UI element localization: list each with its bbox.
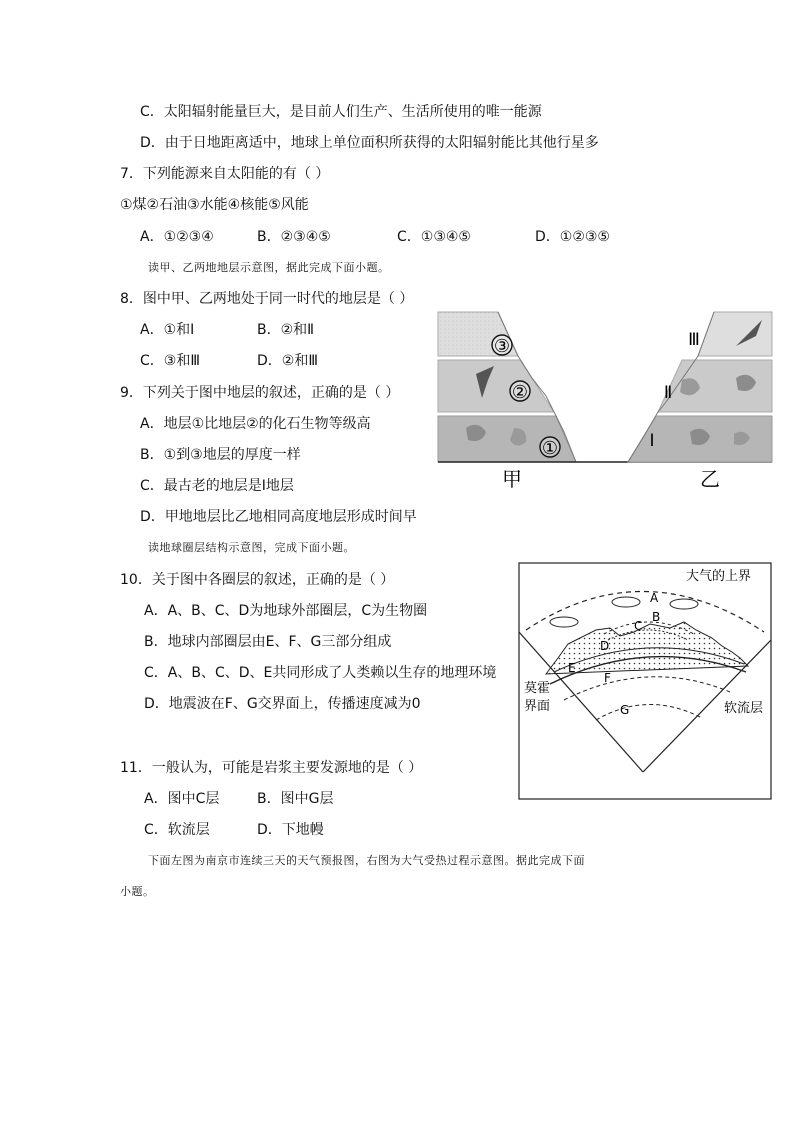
q8-stem: 8．图中甲、乙两地处于同一时代的地层是（ ）	[120, 291, 414, 307]
q11-option-a: A．图中C层	[144, 791, 220, 807]
earth-sphere-figure	[518, 562, 772, 800]
stratum-label-i: Ⅰ	[649, 431, 655, 451]
q9-option-b: B．①到③地层的厚度一样	[140, 447, 301, 463]
instruction-note-sphere: 读地球圈层结构示意图，完成下面小题。	[148, 541, 355, 554]
q10-option-c: C．A、B、C、D、E共同形成了人类赖以生存的地理环境	[144, 665, 497, 681]
q8-option-b: B．②和Ⅱ	[257, 322, 315, 338]
stratum-label-2: ②	[511, 382, 529, 403]
layer-letter-b: B	[652, 610, 661, 624]
q10-option-d: D．地震波在F、G交界面上，传播速度减为0	[144, 696, 421, 712]
q7-option-b: B．②③④⑤	[257, 229, 331, 245]
moho-label-line2: 界面	[524, 699, 551, 714]
q11-option-d: D．下地幔	[257, 822, 324, 838]
layer-letter-d: D	[600, 639, 610, 653]
q7-items: ①煤②石油③水能④核能⑤风能	[120, 197, 309, 213]
q9-option-a: A．地层①比地层②的化石生物等级高	[140, 416, 371, 432]
instruction-note-weather: 下面左图为南京市连续三天的天气预报图，右图为大气受热过程示意图。据此完成下面	[148, 854, 585, 867]
layer-letter-f: F	[604, 671, 611, 685]
strata-left-block	[438, 312, 576, 462]
strata-right-block	[628, 312, 772, 462]
q11-stem: 11．一般认为，可能是岩浆主要发源地的是（ ）	[120, 760, 423, 776]
instruction-note-weather-cont: 小题。	[120, 885, 155, 898]
atmosphere-upper-label: 大气的上界	[686, 569, 752, 584]
layer-letter-a: A	[650, 591, 659, 605]
location-label-jia: 甲	[502, 467, 522, 491]
q11-option-c: C．软流层	[144, 822, 210, 838]
stratum-label-ii: Ⅱ	[663, 383, 673, 403]
q8-option-a: A．①和Ⅰ	[140, 322, 195, 338]
q8-option-c: C．③和Ⅲ	[140, 353, 200, 369]
q6-option-d: D．由于日地距离适中，地球上单位面积所获得的太阳辐射能比其他行星多	[140, 135, 599, 151]
asthenosphere-label: 软流层	[724, 701, 764, 716]
stratum-label-iii: Ⅲ	[688, 330, 700, 350]
q9-stem: 9．下列关于图中地层的叙述，正确的是（ ）	[120, 385, 400, 401]
q8-option-d: D．②和Ⅲ	[257, 353, 318, 369]
q7-stem: 7．下列能源来自太阳能的有（ ）	[120, 166, 330, 182]
moho-label: 莫霍	[524, 681, 551, 696]
q7-option-a: A．①②③④	[140, 229, 214, 245]
q9-option-d: D．甲地地层比乙地相同高度地层形成时间早	[140, 509, 417, 525]
q6-option-c: C．太阳辐射能量巨大，是目前人们生产、生活所使用的唯一能源	[140, 104, 542, 120]
stratum-label-3: ③	[493, 336, 511, 357]
q9-option-c: C．最古老的地层是Ⅰ地层	[140, 478, 294, 494]
q10-option-a: A．A、B、C、D为地球外部圈层，C为生物圈	[144, 603, 428, 619]
q10-stem: 10．关于图中各圈层的叙述，正确的是（ ）	[120, 572, 395, 588]
q7-option-d: D．①②③⑤	[535, 229, 610, 245]
strata-figure	[436, 308, 774, 493]
q7-option-c: C．①③④⑤	[397, 229, 471, 245]
layer-letter-e: E	[568, 661, 576, 675]
q11-option-b: B．图中G层	[257, 791, 334, 807]
q10-option-b: B．地球内部圈层由E、F、G三部分组成	[144, 634, 392, 650]
layer-letter-g: G	[620, 703, 630, 717]
layer-letter-c: C	[634, 619, 643, 633]
stratum-label-1: ①	[541, 438, 559, 459]
instruction-note-strata: 读甲、乙两地地层示意图，据此完成下面小题。	[148, 261, 390, 274]
location-label-yi: 乙	[700, 467, 720, 491]
